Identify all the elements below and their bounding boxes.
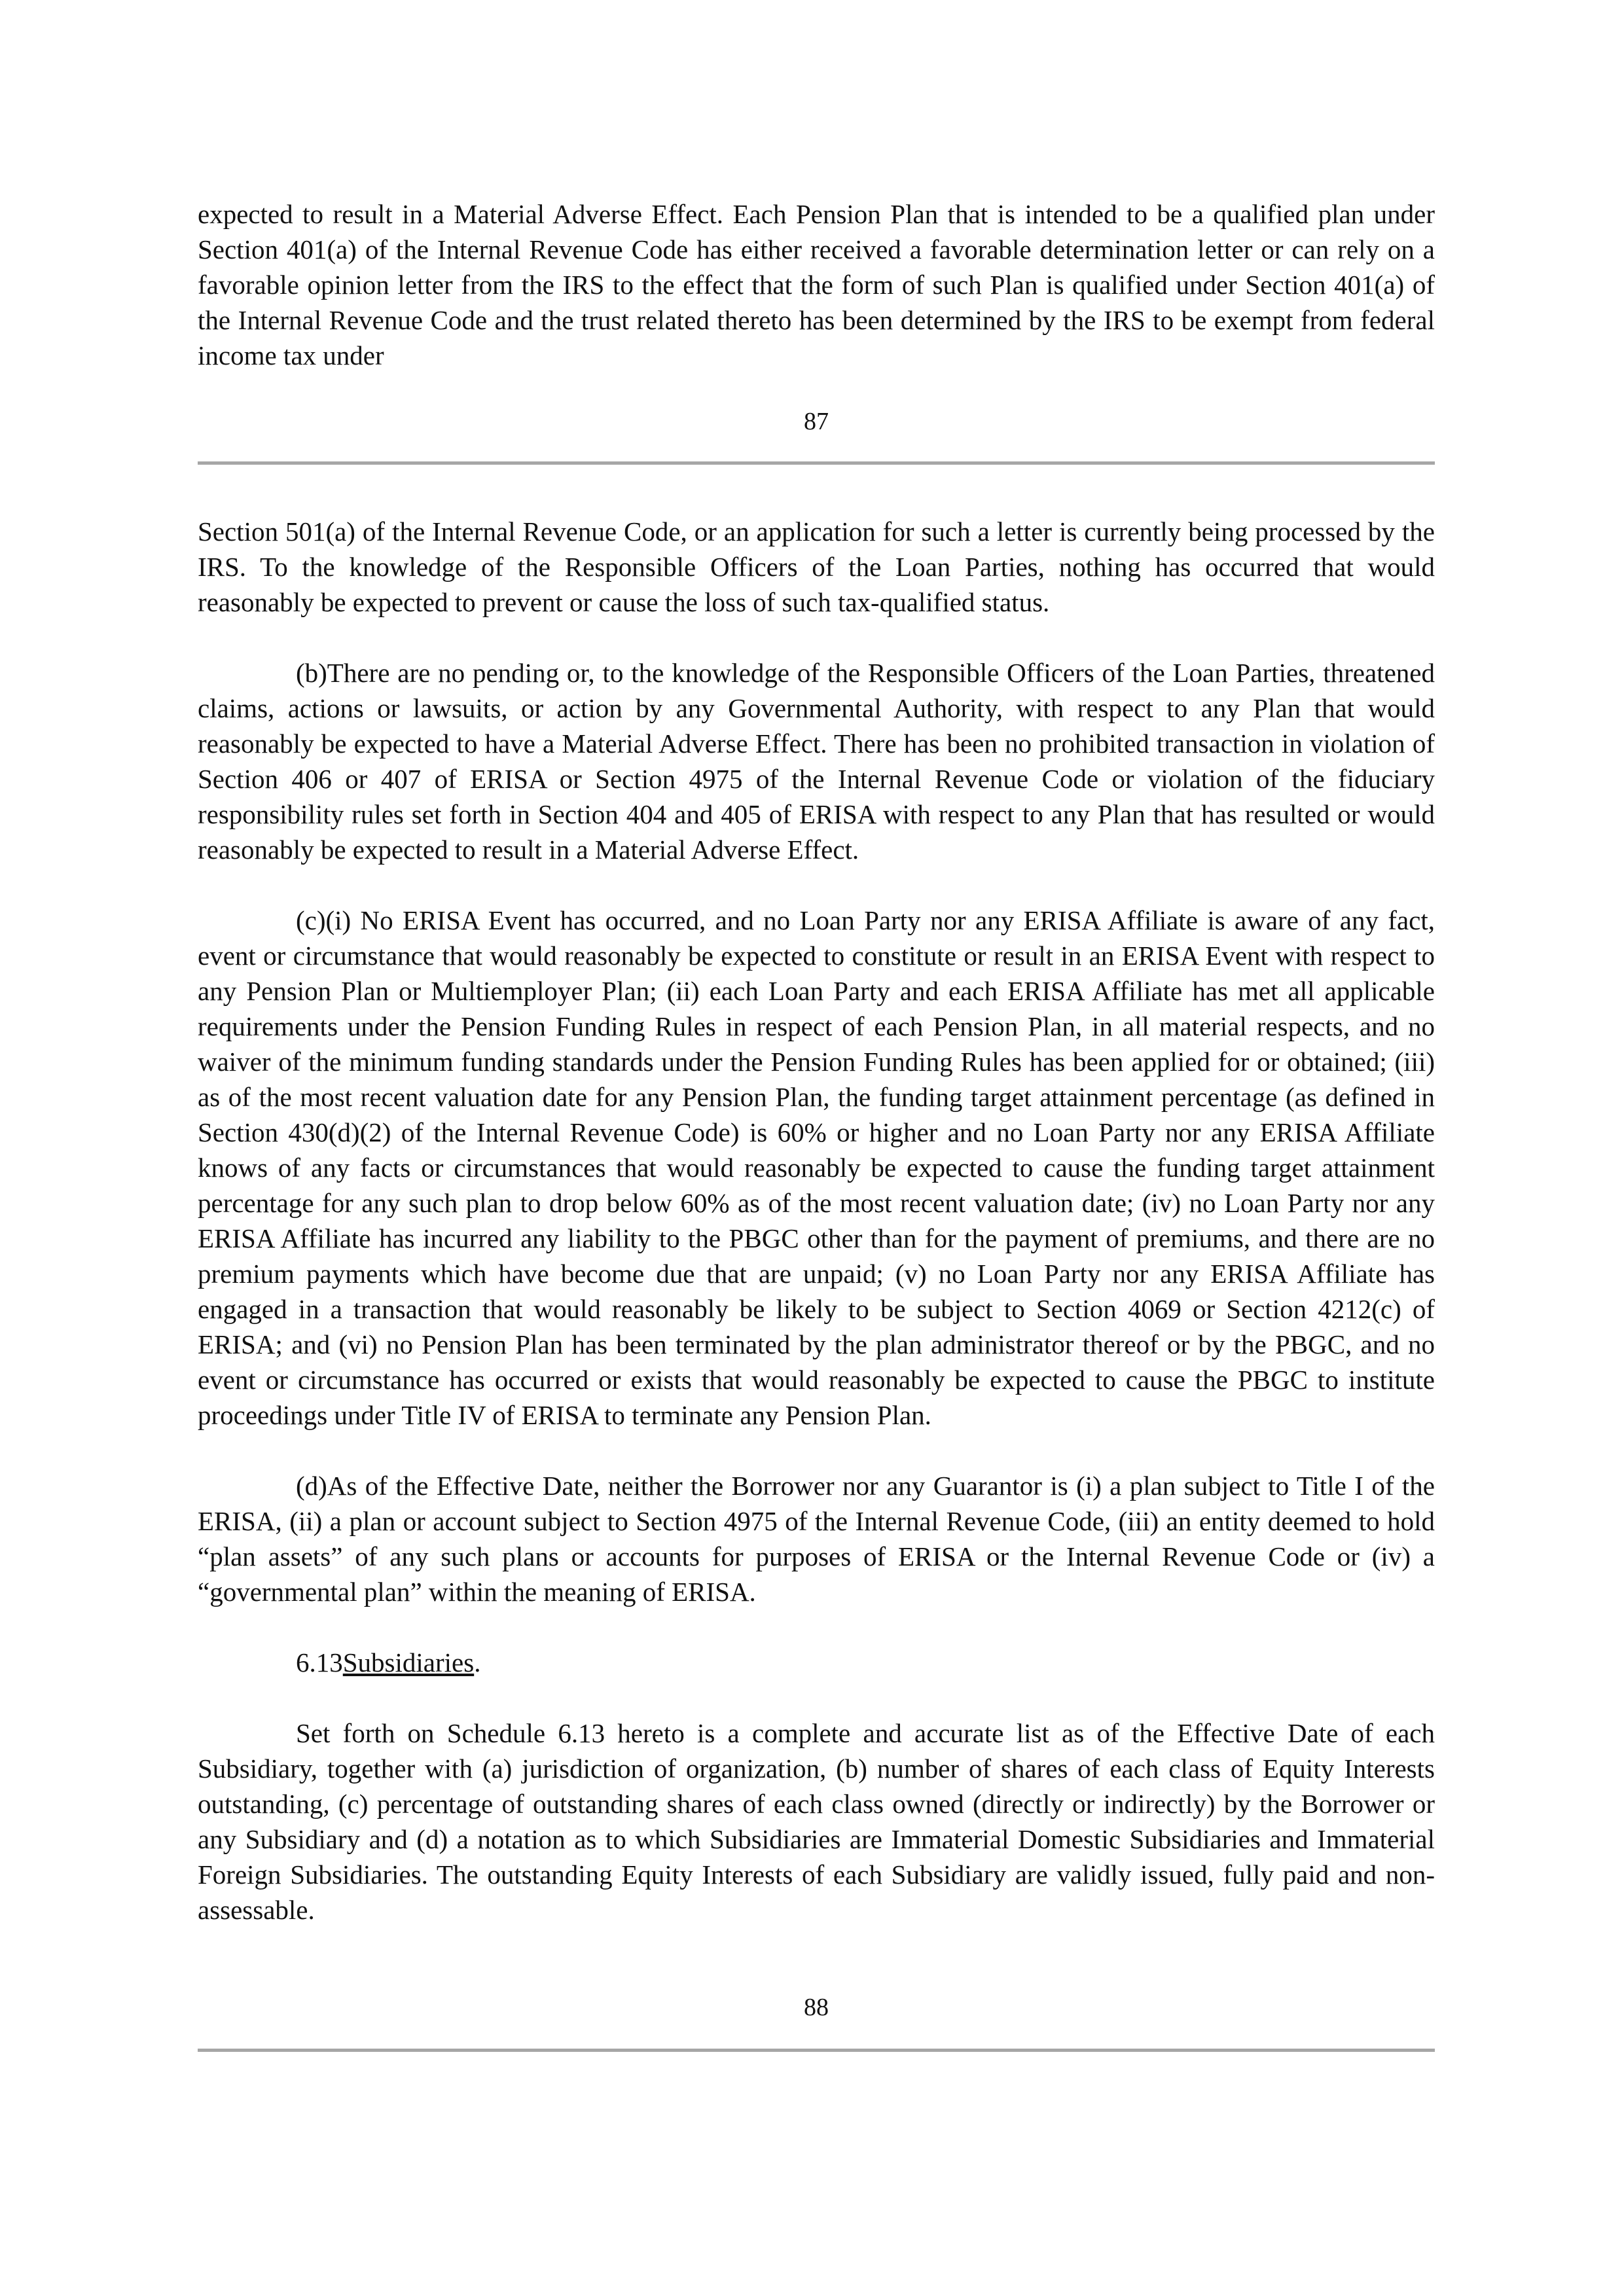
page-87-body (198, 196, 1435, 373)
page-number: 88 (804, 1994, 829, 2021)
page-88-body (198, 514, 1435, 1928)
section-title-period: . (474, 1647, 481, 1677)
paragraph-d: (d)As of the Effective Date, neither the Borrower nor any Guarantor is (i) a plan subject to Title I of the ERISA, (ii) a plan or account subject to Section 4975 of the Internal Revenue Code, (iii) an entity deemed to hold “plan assets” of any such plans or accounts for purposes of ERISA or the Internal Revenue Code or (iv) a “governmental plan” within the meaning of ERISA. (198, 1471, 1435, 1607)
paragraph-c: (c)(i) No ERISA Event has occurred, and no Loan Party nor any ERISA Affiliate is aware of any fact, event or circumstance that would reasonably be expected to constitute or result in an ERISA Event with respect to any Pension Plan or Multiemployer Plan; (ii) each Loan Party and each ERISA Affiliate has met all applicable requirements under the Pension Funding Rules in respect of each Pension Plan, in all material respects, and no waiver of the minimum funding standards under the Pension Funding Rules has been applied for or obtained; (iii) as of the most recent valuation date for any Pension Plan, the funding target attainment percentage (as defined in Section 430(d)(2) of the Internal Revenue Code) is 60% or higher and no Loan Party nor any ERISA Affiliate knows of any facts or circumstances that would reasonably be expected to cause the funding target attainment percentage for any such plan to drop below 60% as of the most recent valuation date; (iv) no Loan Party nor any ERISA Affiliate has incurred any liability to the PBGC other than for the payment of premiums, and there are no premium payments which have become due that are unpaid; (v) no Loan Party nor any ERISA Affiliate has engaged in a transaction that would reasonably be likely to be subject to Section 4069 or Section 4212(c) of ERISA; and (vi) no Pension Plan has been terminated by the plan administrator thereof or by the PBGC, and no event or circumstance has occurred or exists that would reasonably be expected to cause the PBGC to institute proceedings under Title IV of ERISA to terminate any Pension Plan. (198, 905, 1435, 1430)
paragraph-subsidiaries: Set forth on Schedule 6.13 hereto is a complete and accurate list as of the Effective Date of each Subsidiary, together with (a) jurisdiction of organization, (b) number of shares of each class of Equity Interests outstanding, (c) percentage of outstanding shares of each class owned (directly or indirectly) by the Borrower or any Subsidiary and (d) a notation as to which Subsidiaries are Immaterial Domestic Subsidiaries and Immaterial Foreign Subsidiaries. The outstanding Equity Interests of each Subsidiary are validly issued, fully paid and non-assessable. (198, 1718, 1435, 1925)
page-number: 87 (804, 408, 829, 435)
paragraph-b: (b)There are no pending or, to the knowledge of the Responsible Officers of the Loan Parties, threatened claims, actions or lawsuits, or action by any Governmental Authority, with respect to any Plan that would reasonably be expected to have a Material Adverse Effect. There has been no prohibited transaction in violation of Section 406 or 407 of ERISA or Section 4975 of the Internal Revenue Code or violation of the fiduciary responsibility rules set forth in Section 404 and 405 of ERISA with respect to any Plan that has resulted or would reasonably be expected to result in a Material Adverse Effect. (198, 658, 1435, 865)
section-title: Subsidiaries (342, 1647, 475, 1677)
page-break-rule (198, 461, 1435, 465)
paragraph-section-501a: Section 501(a) of the Internal Revenue Code, or an application for such a letter is currently being processed by the IRS. To the knowledge of the Responsible Officers of the Loan Parties, nothing has occurred that would reasonably be expected to prevent or cause the loss of such tax-qualified status. (198, 516, 1435, 617)
paragraph-continuation: expected to result in a Material Adverse Effect. Each Pension Plan that is intended to be a qualified plan under Section 401(a) of the Internal Revenue Code has either received a favorable determination letter or can rely on a favorable opinion letter from the IRS to the effect that the form of such Plan is qualified under Section 401(a) of the Internal Revenue Code and the trust related thereto has been determined by the IRS to be exempt from federal income tax under (198, 199, 1435, 370)
page-break-rule (198, 2049, 1435, 2052)
section-number: 6.13 (296, 1647, 343, 1677)
section-heading (198, 1645, 1435, 1680)
